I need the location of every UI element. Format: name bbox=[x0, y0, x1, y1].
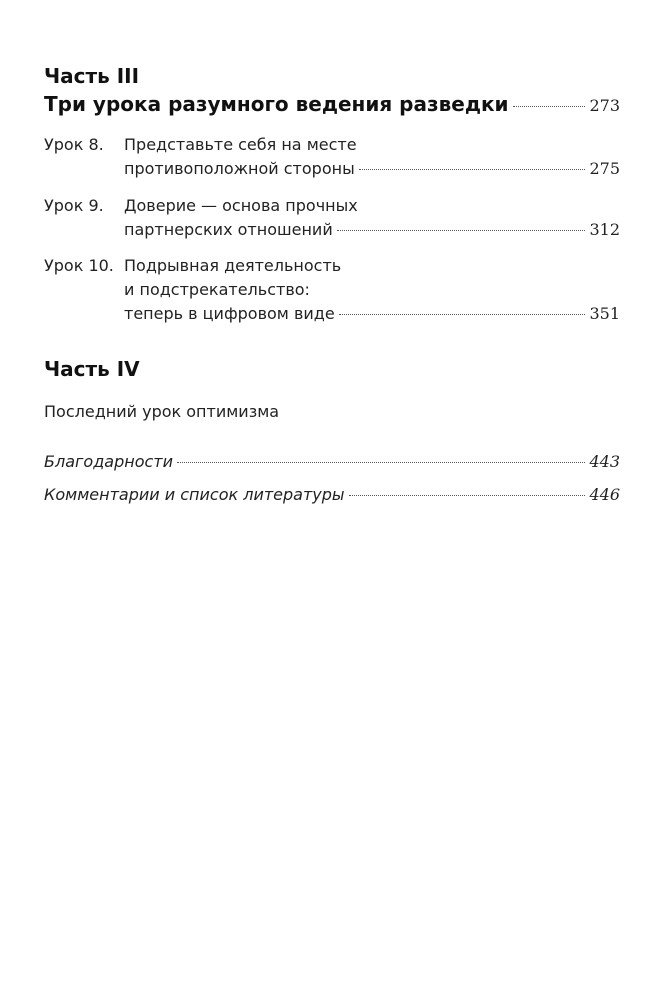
lesson-title-line: теперь в цифровом виде bbox=[124, 304, 335, 323]
lesson-title-line: Подрывная деятельность bbox=[124, 256, 342, 275]
page-number: 273 bbox=[589, 96, 620, 115]
lesson-title-last-line bbox=[124, 302, 620, 326]
lesson-title-line: и подстрекательство: bbox=[124, 280, 310, 299]
lesson-number: Урок 8. bbox=[44, 135, 104, 154]
page-number: 443 bbox=[589, 452, 620, 471]
dot-leader bbox=[177, 462, 585, 463]
lesson-title bbox=[124, 133, 620, 181]
dot-leader bbox=[359, 169, 586, 170]
page-number: 351 bbox=[589, 304, 620, 323]
lesson-title bbox=[124, 194, 620, 242]
lesson-title-line: партнерских отношений bbox=[124, 220, 333, 239]
lesson-title-line: противоположной стороны bbox=[124, 159, 355, 178]
part-title-entry[interactable] bbox=[44, 91, 620, 119]
toc-entry-comments[interactable] bbox=[44, 483, 620, 507]
lesson-title-line: Представьте себя на месте bbox=[124, 135, 357, 154]
part-heading: Часть III bbox=[44, 64, 140, 88]
page-number: 312 bbox=[589, 220, 620, 239]
toc-entry-lesson-10[interactable] bbox=[44, 254, 620, 326]
dot-leader bbox=[337, 230, 586, 231]
part-title: Три урока разумного ведения разведки bbox=[44, 92, 509, 116]
lesson-title-line: Доверие — основа прочных bbox=[124, 196, 358, 215]
toc-entry-lesson-9[interactable] bbox=[44, 194, 620, 242]
dot-leader bbox=[339, 314, 586, 315]
lesson-title bbox=[124, 254, 620, 326]
part-subtitle: Последний урок оптимизма bbox=[44, 402, 280, 421]
lesson-title-last-line bbox=[124, 218, 620, 242]
part-heading: Часть IV bbox=[44, 357, 140, 381]
page-number: 446 bbox=[589, 485, 620, 504]
toc-entry-lesson-8[interactable] bbox=[44, 133, 620, 181]
lesson-number: Урок 9. bbox=[44, 196, 104, 215]
lesson-title-last-line bbox=[124, 157, 620, 181]
page-number: 275 bbox=[589, 159, 620, 178]
lesson-number: Урок 10. bbox=[44, 256, 114, 275]
dot-leader bbox=[349, 495, 586, 496]
dot-leader bbox=[513, 106, 586, 107]
toc-entry-acknowledgements[interactable] bbox=[44, 450, 620, 474]
entry-title: Комментарии и список литературы bbox=[44, 485, 345, 504]
entry-title: Благодарности bbox=[44, 452, 173, 471]
